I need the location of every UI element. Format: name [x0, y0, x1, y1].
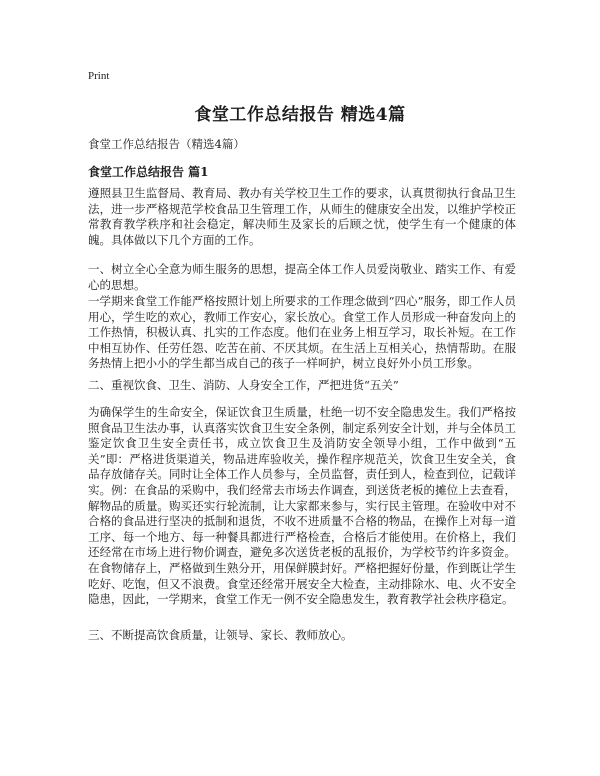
- print-link[interactable]: Print: [88, 70, 110, 82]
- paragraph-service: 一学期来食堂工作能严格按照计划上所要求的工作理念做到“四心”服务，即工作人员用心，学生吃的欢心，教师工作安心，家长放心。食堂工作人员形成一种奋发向上的工作热情，积极认真、扎实的工作态度。他们在业务上相互学习，取长补短。在工作中相互协作、任劳任怨、吃苦在前、不厌其烦。在生活上互相关心，热情帮助。在服务热情上把小小的学生都当成自己的孩子一样呵护，树立良好外小员工形象。: [88, 294, 516, 371]
- paragraph-point-one: 一、树立全心全意为师生服务的思想，提高全体工作人员爱岗敬业、踏实工作、有爱心的思想。: [88, 262, 516, 292]
- paragraph-point-two: 二、重视饮食、卫生、消防、人身安全工作，严把进货“五关”: [88, 378, 399, 392]
- document-subtitle: 食堂工作总结报告（精选4篇）: [88, 137, 245, 151]
- section-heading: 食堂工作总结报告 篇1: [88, 165, 209, 179]
- paragraph-safety: 为确保学生的生命安全，保证饮食卫生质量，杜绝一切不安全隐患发生。我们严格按照食品卫生法办事，认真落实饮食卫生安全条例，制定系列安全计划，并与全体员工鉴定饮食卫生安全责任书，成立饮食卫生及消防安全领导小组，工作中做到“五关”即：严格进货渠道关，物品进库验收关，操作程序规范关，饮食卫生安全关，食品存放储存关。同时让全体工作人员参与，全员监督，责任到人，检查到位，记载详实。例：在食品的采购中，我们经常去市场去作调查，到送货老板的摊位上去查看，解物品的质量。购买还实行轮流制，让大家都来参与，实行民主管理。在验收中对不合格的食品进行坚决的抵制和退货，不收不进质量不合格的物品，在操作上对每一道工序、每一个地方、每一种餐具都进行严格检查，合格后才能使用。在价格上，我们还经常在市场上进行物价调查，避免多次送货老板的乱报价，为学校节约许多资金。在食物储存上，严格做到生熟分开，用保鲜膜封好。严格把握好份量，作到既让学生吃好、吃饱，但又不浪费。食堂还经常开展安全大检查，主动排除水、电、火不安全隐患，因此，一学期来，食堂工作无一例不安全隐患发生，教育教学社会秩序稳定。: [88, 405, 516, 607]
- page-title: 食堂工作总结报告 精选4篇: [194, 105, 406, 125]
- paragraph-point-three: 三、不断提高饮食质量，让领导、家长、教师放心。: [88, 628, 353, 642]
- paragraph-intro: 遵照县卫生监督局、教育局、教办有关学校卫生工作的要求，认真贯彻执行食品卫生法，进一步严格规范学校食品卫生管理工作，从师生的健康安全出发，以维护学校正常教育教学秩序和社会稳定，解决师生及家长的后顾之忧，使学生有一个健康的体魄。具体做以下几个方面的工作。: [88, 186, 516, 247]
